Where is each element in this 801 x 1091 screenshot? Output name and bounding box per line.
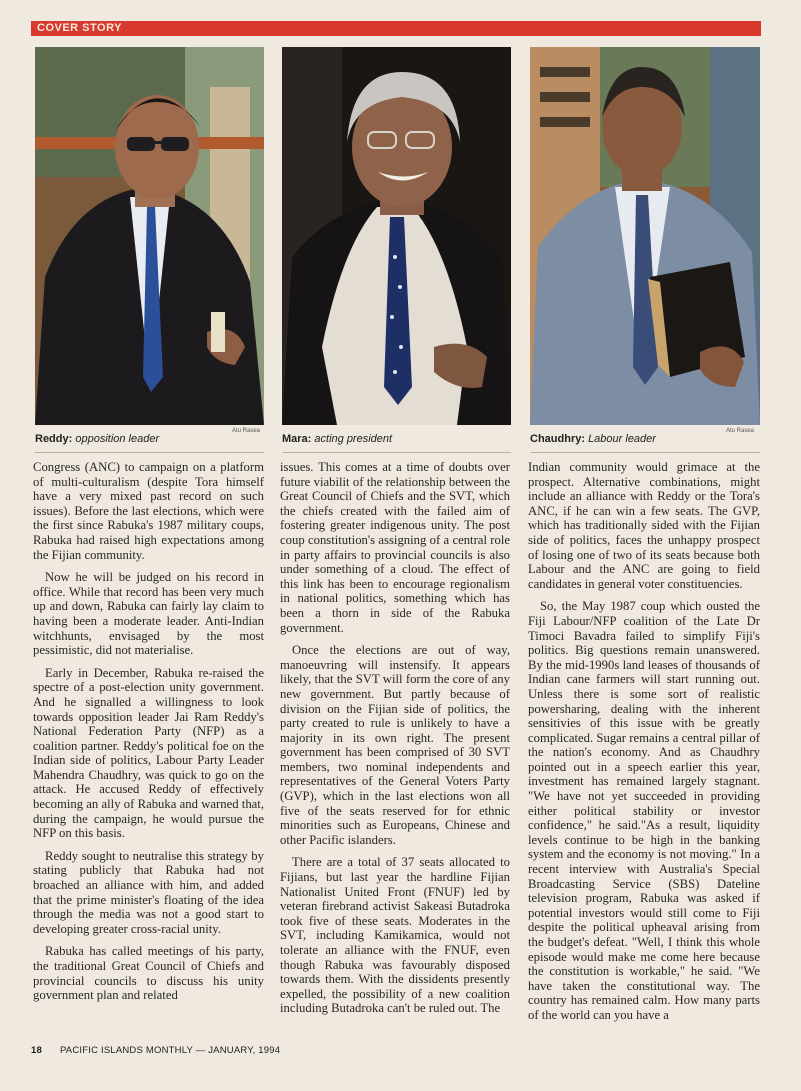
paragraph: There are a total of 37 seats allocated to Fijians, but last year the hardline Fijian Nationalist United Front (FNUF) led by veteran firebrand activist Sakeasi Butadroka took five of these seats. Moderates in the SVT, including Kamikamica, would not tolerate an alliance with the FNUF, even though Rabuka was favourably disposed towards them. With the dissidents presently expelled, the possibility of a new coalition including Butadroka can't be ruled out. The <box>280 855 510 1016</box>
caption-role: acting president <box>314 433 393 445</box>
paragraph: So, the May 1987 coup which ousted the Fiji Labour/NFP coalition of the Late Dr Timoci Bavadra failed to simplify Fiji's politics. Big questions remain unanswered. By the mid-1990s land leases of thousands of Indian cane farmers will start running out. Unless there is some sort of realistic powersharing, dealing with the inherent sensitivies of this issue with be greatly complicated. Sugar remains a central pillar of the nation's economy. And as Chaudhry pointed out in a speech earlier this year, investment has remained largely stagnant. "We have not yet succeeded in providing either political stability or investor confidence," he said."As a result, liquidity levels continue to be high in the banking system and the economy is not moving." In a recent interview with Australia's Special Broadcasting Service (SBS) Dateline television program, Rabuka was asked if potential investors would still come to Fiji despite the political upheaval arising from the budget's defeat. "Well, I think this whole episode would make me come here because the constitution is workable," he said. "We have taken the constitutional way. The country has remained calm. How many parts of the world can you have a <box>528 599 760 1022</box>
caption-chaudhry <box>530 433 656 445</box>
publication-line: PACIFIC ISLANDS MONTHLY — JANUARY, 1994 <box>59 1045 281 1056</box>
caption-divider <box>35 452 264 453</box>
article-column-3 <box>528 460 760 1031</box>
paragraph: Indian community would grimace at the prospect. Alternative combinations, might include an alliance with Reddy or the Tora's ANC, if he can win a few seats. The GVP, which has traditionally sided with the Fijian side of politics, faces the unhappy prospect of losing one of two of its seats because both Labour and the ANC are going to field candidates in general voter constituencies. <box>528 460 760 591</box>
paragraph: Once the elections are out of way, manoeuvring will instensify. It appears likely, that the SVT will form the core of any new government. But partly because of division on the Fijian side of politics, the party created to rule is unlikely to have a majority in its own right. The present government has been comprised of 30 SVT members, two nominal independents and representatives of the General Voters Party (GVP), which in the last elections won all five of the seats reserved for for ethnic minorities such as Europeans, Chinese and other Pacific islanders. <box>280 643 510 847</box>
paragraph: Now he will be judged on his record in office. While that record has been very much up and down, Rabuka can fairly lay claim to having been a moderate leader. Anti-Indian witchhunts, envisaged by the most pessimistic, did not materialise. <box>33 570 264 658</box>
article-column-1 <box>33 460 264 1011</box>
paragraph: Rabuka has called meetings of his party, the traditional Great Council of Chiefs and provincial councils to discuss his unity government plan and related <box>33 944 264 1003</box>
paragraph: Early in December, Rabuka re-raised the spectre of a post-election unity government. And he signalled a willingness to look towards opposition leader Jai Ram Reddy's National Federation Party (NFP) as a coalition partner. Reddy's political foe on the Indian side of politics, Labour Party Leader Mahendra Chaudhry, was quick to go on the attack. He accused Reddy of effectively becoming an ally of Rabuka and warned that, during the campaign, he would pursue the NFP on this basis. <box>33 665 264 841</box>
caption-divider <box>282 452 511 453</box>
photo-credit-reddy: Atu Rasea <box>232 428 261 434</box>
section-banner <box>31 21 761 36</box>
paragraph: issues. This comes at a time of doubts over future viabilit of the relationship between the Great Council of Chiefs and the SVT, which the chiefs created with the failed aim of fostering greater indigenous unity. The post coup constitution's assigning of a central role in party affairs to provincial councils is also under something of a cloud. The effect of this link has been to encourage regionalism in national politics, something which has been a thorn in side of the Rabuka government. <box>280 460 510 635</box>
photo-mara <box>282 47 511 425</box>
caption-divider <box>530 452 760 453</box>
paragraph: Reddy sought to neutralise this strategy by stating publicly that Rabuka had not broached an alliance with him, and added that the prime minister's floating of the idea through the media was not a good start to developing greater cross-racial unity. <box>33 848 264 936</box>
photo-chaudhry <box>530 47 760 425</box>
section-label: COVER STORY <box>37 22 122 34</box>
article-column-2 <box>280 460 510 1024</box>
paragraph: Congress (ANC) to campaign on a platform of multi-culturalism (despite Tora himself have a very mixed past record on such issues). Before the last elections, which were the first since Rabuka's 1987 military coups, Rabuka had raised high expectations among the Fijian community. <box>33 460 264 562</box>
photo-credit-chaudhry: Atu Rasea <box>726 428 755 434</box>
caption-name: Reddy: <box>35 433 73 445</box>
caption-mara <box>282 433 392 445</box>
page-footer <box>31 1045 280 1056</box>
caption-name: Chaudhry: <box>530 433 585 445</box>
caption-role: Labour leader <box>588 433 656 445</box>
caption-role: opposition leader <box>75 433 160 445</box>
page-number: 18 <box>31 1045 42 1056</box>
photo-reddy <box>35 47 264 425</box>
caption-name: Mara: <box>282 433 312 445</box>
caption-reddy <box>35 433 159 445</box>
